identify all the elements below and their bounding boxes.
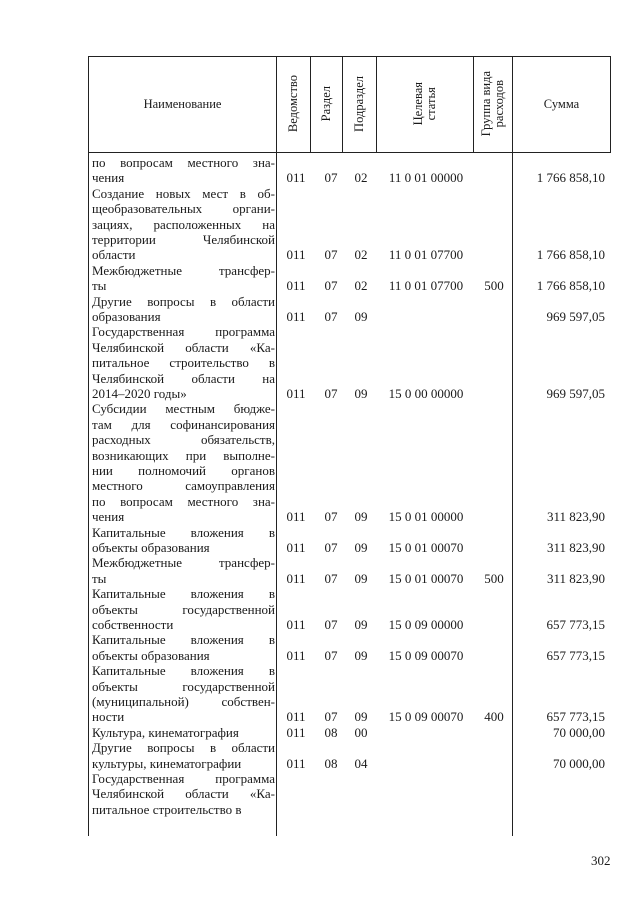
summa-cell: 311 823,90 xyxy=(546,570,605,586)
celevaya-statya-cell: 15 0 00 00000 xyxy=(388,385,464,401)
table-row xyxy=(88,525,611,556)
row-name-line: Другие вопросы в области xyxy=(92,293,275,309)
row-name-line: Межбюджетные трансфер- xyxy=(92,555,275,571)
gruppa-vida-cell: 500 xyxy=(484,570,504,586)
podrazdel-cell: 09 xyxy=(354,647,368,663)
page-number: 302 xyxy=(591,853,611,868)
row-name-line: по вопросам местного зна- xyxy=(92,493,275,509)
row-name-line: ты xyxy=(92,278,107,294)
table-row xyxy=(88,632,611,663)
table-row xyxy=(88,586,611,632)
table-row xyxy=(88,740,611,771)
row-codes xyxy=(88,709,611,724)
row-name-line: чения xyxy=(92,509,125,525)
vedomstvo-cell: 011 xyxy=(286,616,306,632)
row-name-line: Межбюджетные трансфер- xyxy=(92,262,275,278)
summa-cell: 1 766 858,10 xyxy=(536,278,605,294)
vedomstvo-cell: 011 xyxy=(286,170,306,186)
row-name-line: объекты образования xyxy=(92,647,210,663)
vedomstvo-cell: 011 xyxy=(286,570,306,586)
razdel-cell: 07 xyxy=(324,570,338,586)
row-codes xyxy=(88,540,611,555)
row-name-line: по вопросам местного зна- xyxy=(92,155,275,170)
razdel-cell: 07 xyxy=(324,385,338,401)
summa-cell: 70 000,00 xyxy=(553,755,605,771)
row-name-line: чения xyxy=(92,170,125,186)
vedomstvo-cell: 011 xyxy=(286,724,306,740)
razdel-cell: 07 xyxy=(324,247,338,263)
podrazdel-cell: 02 xyxy=(354,170,368,186)
table-row xyxy=(88,725,611,740)
summa-cell: 311 823,90 xyxy=(546,509,605,525)
row-name-line: нии полномочий органов xyxy=(92,462,275,478)
vedomstvo-cell: 011 xyxy=(286,539,306,555)
row-name-line: культуры, кинематографии xyxy=(92,755,242,771)
gruppa-vida-cell: 500 xyxy=(484,278,504,294)
row-codes xyxy=(88,509,611,524)
row-name-line: объекты образования xyxy=(92,539,210,555)
budget-table xyxy=(88,56,611,836)
row-name-line: области xyxy=(92,247,136,263)
header-razdel: Раздел xyxy=(319,86,333,122)
razdel-cell: 07 xyxy=(324,170,338,186)
podrazdel-cell: 09 xyxy=(354,709,368,725)
podrazdel-cell: 09 xyxy=(354,539,368,555)
row-name xyxy=(92,401,275,524)
row-name-line: объекты государственной xyxy=(92,601,275,617)
podrazdel-cell: 02 xyxy=(354,278,368,294)
row-codes xyxy=(88,247,611,262)
header-divider xyxy=(88,152,611,153)
row-codes xyxy=(88,802,611,817)
table-row xyxy=(88,771,611,817)
table-row xyxy=(88,401,611,524)
razdel-cell: 08 xyxy=(324,755,338,771)
header-name: Наименование xyxy=(143,96,222,111)
row-name-line: возникающих при выполне- xyxy=(92,447,275,463)
podrazdel-cell: 00 xyxy=(354,724,368,740)
header-gruppa-vida-rashodov: Группа вида расходов xyxy=(479,71,506,137)
table-row xyxy=(88,155,611,186)
row-name-line: собственности xyxy=(92,616,174,632)
row-name-line: Челябинской области «Ка- xyxy=(92,339,275,355)
table-row xyxy=(88,324,611,401)
celevaya-statya-cell: 15 0 01 00070 xyxy=(388,570,464,586)
row-name-line: питальное строительство в xyxy=(92,355,275,371)
celevaya-statya-cell: 15 0 09 00070 xyxy=(388,647,464,663)
table-row xyxy=(88,663,611,725)
row-name-line: Создание новых мест в об- xyxy=(92,185,275,201)
row-name-line: ности xyxy=(92,709,125,725)
razdel-cell: 07 xyxy=(324,308,338,324)
vedomstvo-cell: 011 xyxy=(286,709,306,725)
row-name-line: там для софинансирования xyxy=(92,416,275,432)
gruppa-vida-cell: 400 xyxy=(484,709,504,725)
row-name-line: Государственная программа xyxy=(92,771,275,786)
row-name-line: местного самоуправления xyxy=(92,478,275,494)
celevaya-statya-cell: 11 0 01 00000 xyxy=(388,170,464,186)
celevaya-statya-cell: 15 0 09 00000 xyxy=(388,616,464,632)
celevaya-statya-cell: 15 0 09 00070 xyxy=(388,709,464,725)
razdel-cell: 07 xyxy=(324,278,338,294)
summa-cell: 657 773,15 xyxy=(546,616,605,632)
vedomstvo-cell: 011 xyxy=(286,247,306,263)
podrazdel-cell: 09 xyxy=(354,616,368,632)
row-codes xyxy=(88,386,611,401)
podrazdel-cell: 09 xyxy=(354,570,368,586)
table-row xyxy=(88,555,611,586)
podrazdel-cell: 09 xyxy=(354,385,368,401)
podrazdel-cell: 09 xyxy=(354,308,368,324)
header-celevaya-statya: Целевая статья xyxy=(411,82,438,126)
row-name-line: Капитальные вложения в xyxy=(92,632,275,648)
vedomstvo-cell: 011 xyxy=(286,278,306,294)
row-codes xyxy=(88,756,611,771)
razdel-cell: 07 xyxy=(324,709,338,725)
podrazdel-cell: 02 xyxy=(354,247,368,263)
table-row xyxy=(88,263,611,294)
header-vedomstvo: Ведомство xyxy=(286,75,300,133)
row-name-line: зациях, расположенных на xyxy=(92,216,275,232)
row-name-line: Челябинской области на xyxy=(92,370,275,386)
row-name-line: Субсидии местным бюдже- xyxy=(92,401,275,417)
row-name-line: ты xyxy=(92,570,107,586)
podrazdel-cell: 04 xyxy=(354,755,368,771)
vedomstvo-cell: 011 xyxy=(286,385,306,401)
row-name-line: питальное строительство в xyxy=(92,801,242,817)
row-codes xyxy=(88,278,611,293)
razdel-cell: 08 xyxy=(324,724,338,740)
vedomstvo-cell: 011 xyxy=(286,509,306,525)
celevaya-statya-cell: 15 0 01 00070 xyxy=(388,539,464,555)
summa-cell: 657 773,15 xyxy=(546,647,605,663)
summa-cell: 1 766 858,10 xyxy=(536,170,605,186)
table-row xyxy=(88,294,611,325)
celevaya-statya-cell: 15 0 01 00000 xyxy=(388,509,464,525)
table-border-right xyxy=(610,56,611,152)
header-podrazdel: Подраздел xyxy=(352,76,366,132)
summa-cell: 969 597,05 xyxy=(546,385,605,401)
row-name-line: Капитальные вложения в xyxy=(92,524,275,540)
summa-cell: 70 000,00 xyxy=(553,724,605,740)
row-name-line: Культура, кинематография xyxy=(92,724,239,740)
row-name-line: Капитальные вложения в xyxy=(92,663,275,679)
vedomstvo-cell: 011 xyxy=(286,647,306,663)
row-name-line: расходных обязательств, xyxy=(92,432,275,448)
table-row xyxy=(88,186,611,263)
row-codes xyxy=(88,571,611,586)
vedomstvo-cell: 011 xyxy=(286,308,306,324)
razdel-cell: 07 xyxy=(324,616,338,632)
header-summa: Сумма xyxy=(543,96,580,111)
row-name-line: Государственная программа xyxy=(92,324,275,340)
celevaya-statya-cell: 11 0 01 07700 xyxy=(388,247,464,263)
summa-cell: 657 773,15 xyxy=(546,709,605,725)
row-name-line: Капитальные вложения в xyxy=(92,586,275,602)
razdel-cell: 07 xyxy=(324,539,338,555)
row-name-line: (муниципальной) собствен- xyxy=(92,693,275,709)
row-name-line: Другие вопросы в области xyxy=(92,740,275,756)
row-codes xyxy=(88,648,611,663)
row-codes xyxy=(88,617,611,632)
summa-cell: 1 766 858,10 xyxy=(536,247,605,263)
row-name-line: щеобразовательных органи- xyxy=(92,201,275,217)
summa-cell: 311 823,90 xyxy=(546,539,605,555)
row-codes xyxy=(88,170,611,185)
row-name-line: образования xyxy=(92,308,161,324)
row-name-line: 2014–2020 годы» xyxy=(92,385,187,401)
vedomstvo-cell: 011 xyxy=(286,755,306,771)
summa-cell: 969 597,05 xyxy=(546,308,605,324)
podrazdel-cell: 09 xyxy=(354,509,368,525)
razdel-cell: 07 xyxy=(324,647,338,663)
celevaya-statya-cell: 11 0 01 07700 xyxy=(388,278,464,294)
row-codes xyxy=(88,725,611,740)
row-codes xyxy=(88,309,611,324)
razdel-cell: 07 xyxy=(324,509,338,525)
row-name-line: Челябинской области «Ка- xyxy=(92,786,275,802)
row-name-line: объекты государственной xyxy=(92,678,275,694)
row-name-line: территории Челябинской xyxy=(92,231,275,247)
